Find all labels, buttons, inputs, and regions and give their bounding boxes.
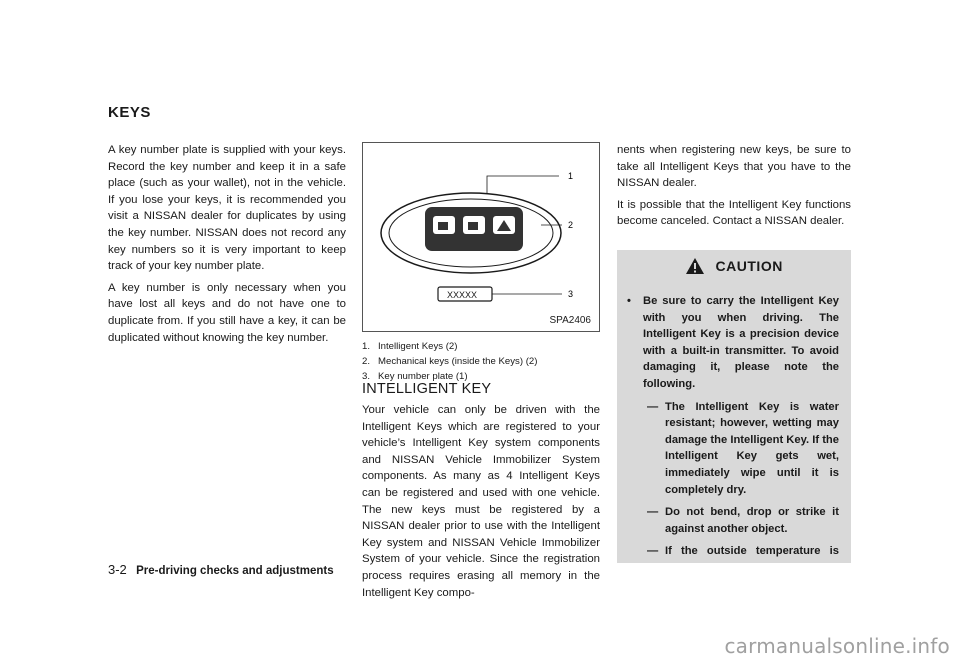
caution-item [627,399,839,499]
plate-text: XXXXX [447,290,478,300]
dash-mark: — [647,545,659,558]
caution-body [617,289,851,563]
caution-header [617,250,851,289]
caution-item-text: Do not bend, drop or strike it against another object. [665,506,839,535]
caution-main-text: Be sure to carry the Intelligent Key with you when driving. The Intelligent Key is a precision device with a built-in transmitter. To avoid damaging it, please note the following. [643,295,839,390]
caption-number: 2. [362,356,371,367]
lock-icon [438,222,448,230]
caution-title: CAUTION [715,258,783,274]
callout-1: 1 [568,171,574,181]
right-column-text [617,142,851,235]
chapter-title: Pre-driving checks and adjustments [136,565,334,577]
page-number: 3-2 [108,562,127,577]
caption-number: 3. [362,371,371,382]
caption-text: Intelligent Keys (2) [378,341,458,352]
caution-box [617,250,851,563]
key-illustration [362,142,600,332]
unlock-icon [468,222,478,230]
callout-2: 2 [568,220,574,230]
bullet-mark: • [627,295,631,307]
intro-paragraph-1: A key number plate is supplied with your keys. Record the key number and keep it in a safe place (such as your wallet), not in the vehicle. If you lose your keys, it is recommended you visit a NISSAN dealer for duplicates by using the key number. NISSAN does not record any key numbers so it is very important to keep track of your key number plate. [108,144,346,273]
caution-item-text: The Intelligent Key is water resistant; however, wetting may damage the Intelligent Key. If the Intelligent Key gets wet, immediately wipe until it is completely dry. [665,400,839,496]
page-footer [108,562,334,577]
caution-bullet [627,293,839,393]
caution-item [627,504,839,537]
callout-3: 3 [568,289,574,299]
caption-number: 1. [362,341,371,352]
dash-mark: — [647,506,659,519]
intro-paragraph-2: A key number is only necessary when you have lost all keys and do not have one to duplicate from. If you still have a key, it can be duplicated without knowing the key number. [108,281,346,344]
caption-text: Key number plate (1) [378,371,468,382]
canceled-paragraph: It is possible that the Intelligent Key functions become canceled. Contact a NISSAN dealer. [617,198,851,228]
caption-text: Mechanical keys (inside the Keys) (2) [378,356,538,367]
figure-code: SPA2406 [549,315,591,326]
dash-mark: — [647,400,659,413]
callout-line-1 [487,176,559,193]
intelligent-key-column [362,402,600,606]
key-drawing [363,143,600,332]
caption-item [362,339,602,354]
intelligent-key-paragraph: Your vehicle can only be driven with the Intelligent Keys which are registered to your vehicle’s Intelligent Key system components and NISSAN Vehicle Immobilizer System components. As many as 4 Intelligent Keys can be registered and used with one vehicle. The new keys must be registered by a NISSAN dealer prior to use with the Intelligent Key system and NISSAN Vehicle Immobilizer System of your vehicle. Since the registration process requires erasing all memory in the Intelligent Key compo- [362,404,600,599]
caption-item [362,354,602,369]
subsection-title: INTELLIGENT KEY [362,381,492,397]
section-title: KEYS [108,104,151,121]
caution-item-text: If the outside temperature is [665,545,839,558]
watermark: carmanualsonline.info [724,634,950,658]
caution-item [627,543,839,563]
registration-paragraph: nents when registering new keys, be sure to take all Intelligent Keys that you have to the NISSAN dealer. [617,144,851,190]
keys-intro-column [108,142,346,351]
figure-captions [362,339,602,384]
warning-triangle-icon [685,257,705,275]
